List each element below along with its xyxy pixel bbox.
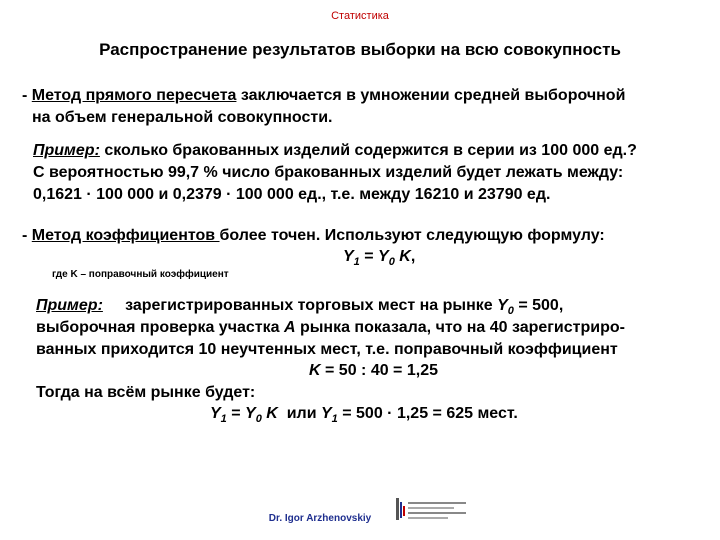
method1-line1 bbox=[22, 86, 625, 106]
method1-line2: на объем генеральной совокупности. bbox=[32, 109, 333, 126]
example2-line4: K = 50 : 40 = 1,25 bbox=[309, 362, 438, 379]
example1-line1-text: сколько бракованных изделий содержится в серии из 100 000 ед.? bbox=[99, 142, 637, 159]
method2-note: где K – поправочный коэффициент bbox=[52, 269, 229, 280]
example2-line1: Пример: зарегистрированных торговых мест на рынке $Y_0 = 500$, bbox=[36, 297, 564, 318]
footer-author: Dr. Igor Arzhenovskiy bbox=[268, 513, 372, 524]
example2-line2: выборочная проверка участка А рынка показала, что на 40 зарегистриро- bbox=[36, 319, 625, 336]
method2-dash: - bbox=[22, 227, 32, 244]
header-title: Статистика bbox=[331, 10, 389, 22]
method1-dash: - bbox=[22, 87, 32, 104]
slide-title: Распространение результатов выборки на всю совокупность bbox=[99, 40, 621, 59]
example2-formula: $Y_1 = Y_0$ K или $Y_1 = 500 \cdot 1,25 = 625$ мест. bbox=[210, 405, 518, 426]
method2-formula: $Y_1 = Y_0$ K, bbox=[343, 248, 416, 269]
example1-line2: С вероятностью 99,7 % число бракованных изделий будет лежать между: bbox=[33, 164, 624, 181]
institution-logo bbox=[394, 496, 474, 524]
example1-line1 bbox=[33, 141, 637, 161]
method2-line1 bbox=[22, 226, 605, 246]
method2-term: Метод коэффициентов bbox=[31, 227, 220, 244]
method2-rest: более точен. Используют следующую формулу: bbox=[219, 227, 605, 244]
method1-rest: заключается в умножении средней выборочной bbox=[236, 87, 626, 104]
example1-label: Пример: bbox=[33, 142, 100, 159]
example1-line3: 0,1621 · 100 000 и 0,2379 · 100 000 ед., т.е. между 16210 и 23790 ед. bbox=[33, 186, 551, 203]
example2-line5: Тогда на всём рынке будет: bbox=[36, 384, 256, 401]
example2-line3: ванных приходится 10 неучтенных мест, т.е. поправочный коэффициент bbox=[36, 341, 618, 358]
example2-label: Пример: bbox=[36, 297, 103, 314]
method1-term: Метод прямого пересчета bbox=[31, 87, 237, 104]
